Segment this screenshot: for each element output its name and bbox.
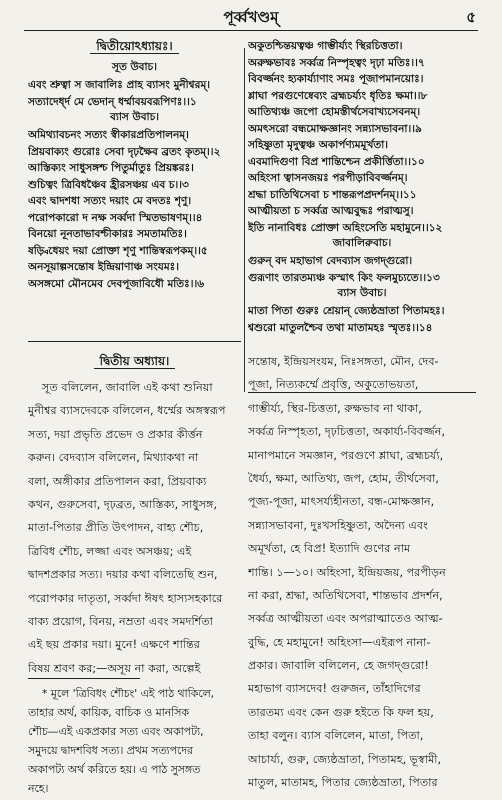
running-header xyxy=(0,4,502,30)
left-sanskrit-block xyxy=(28,38,241,292)
prose-line: পূজ্য-পূজা, মাৎসর্য্যহীনতা, বন্ধ-মোক্ষজ্ঞান, xyxy=(248,495,435,509)
verse-line: সত্যাদের্ধ্দ মে ভেদান্ ধর্ম্মাবয়বরূপিণঃ।।১ xyxy=(28,95,197,108)
verse-line: অরুক্ষভাবঃ সর্ব্বত্র নিস্পৃহত্বং দৃঢ়া মতিঃ।।৭ xyxy=(248,56,425,69)
running-title: পূর্ব্বখণ্ডম্ xyxy=(223,8,279,26)
prose-line: বুদ্ধি, হে মহামুনে! অহিংসা—এইরূপ নানা- xyxy=(248,635,431,649)
verse-line: বিবর্জ্জনং হ্যকার্য্যাণাং সমঃ পূজাপমানয়োঃ। xyxy=(248,73,424,85)
header-rule xyxy=(24,30,478,31)
prose-line: কথন, গুরুসেবা, দৃঢ়ব্রত, আস্তিক্য, সাধুসঙ্গ, xyxy=(28,497,218,511)
prose-line: সূত বলিলেন, জাবালি এই কথা শুনিয়া xyxy=(42,381,213,394)
footnote-rule xyxy=(28,678,140,679)
verse-line: গুরুন্ বদ মহাভাগ বেদব্যাস জগদ্গুরো। xyxy=(248,255,413,267)
verse-line: ষড়্বিধেয়ং দয়া প্রোক্তা শৃণু শান্তিস্বরূপকম্।।৫ xyxy=(28,244,208,257)
prose-line: আচার্য্য, গুরু, জ্যেষ্ঠভ্রাতা, পিতামহ, ভূস্বামী, xyxy=(248,752,442,766)
verse-line: অসঙ্গমো মৌনমেব দেবপূজাবিধৌ মতিঃ।।৬ xyxy=(28,277,205,290)
verse-line: পরোপকারো দ নক্ষ সর্ব্বদা স্মিতভাষণম্।।৪ xyxy=(28,211,203,224)
prose-line: সন্তোষ, ইন্দ্রিয়সংযম, নিঃসঙ্গতা, মৌন, দেব- xyxy=(248,355,439,368)
section-divider-left xyxy=(28,341,241,342)
verse-line: শ্রদ্ধা চাতিথিসেবা চ শান্তরূপপ্রদর্শনম্।।১১ xyxy=(248,188,417,201)
verse-line: অহিংসা ত্বাসনজয়ঃ পরপীড়াবিবর্জ্জনম্। xyxy=(248,172,408,184)
prose-line: মাতা-পিতার প্রীতি উৎপাদন, বাহ্য শৌচ, xyxy=(28,521,204,535)
prose-line: সর্ব্বত্র আত্মীয়তা এবং অপরাত্মাতেও আত্ম- xyxy=(248,612,443,626)
prose-line: ধৈর্য্য, ক্ষমা, আতিথ্য, জপ, হোম, তীর্থসেবা, xyxy=(248,471,439,485)
verse-line: শ্লাঘা পরগুণেষ্বেব্যং ব্রহ্মচর্য্যং ধৃতিঃ ক্ষমা।।৮ xyxy=(248,89,428,102)
prose-line: করুন। বেদব্যাস বলিলেন, মিথ্যাকথা না xyxy=(28,451,199,465)
verse-line: বিনয়ো নূনতাভাবশ্চীকারঃ সমতামতিঃ। xyxy=(28,228,187,240)
prose-line: মহাভাগ ব্যাসদেব! গুরুজন, তাঁহাদিগের xyxy=(248,682,421,696)
prose-line: পূজা, নিত্যকর্ম্মে প্রবৃত্তি, অকুতোভয়তা, xyxy=(248,378,419,392)
chapter-heading-sanskrit: দ্বিতীয়োঽধ্যায়ঃ। xyxy=(28,38,241,60)
prose-line: তারতম্য এবং কেন গুরু হইতে কি ফল হয়, xyxy=(248,705,434,719)
verse-line: এবমাদিগুণা বিপ্র শান্তিশ্চেন প্রকীর্ত্তিতা।।১০ xyxy=(248,155,425,168)
speaker-label: সূত উবাচ। xyxy=(112,61,157,73)
prose-line: বিষয় শ্রবণ কর;—অসূয় না করা, অল্পেই xyxy=(28,661,201,675)
prose-line: সর্ব্বত্র নিস্পৃহতা, দৃঢ়চিত্ততা, অকার্য্য-বিবর্জ্জন, xyxy=(248,425,445,439)
footnote-line: অকাপট্য অর্থ করিতে হয়। এ পাঠ সুসঙ্গত xyxy=(28,763,201,776)
speaker-label: ব্যাস উবাচ। xyxy=(337,287,387,299)
prose-line: সন্ন্যাসভাবনা, দুঃখসহিষ্ণুতা, অদৈন্য এবং xyxy=(248,518,428,532)
column-divider xyxy=(244,48,245,392)
verse-line: অকুতশ্চিন্তয়ত্বঞ্চ গাম্ভীর্য্যং স্থিরচিত্ততা। xyxy=(248,40,403,52)
prose-line: ত্রিবিধ শৌচ, লজ্জা এবং অসঞ্চয়; এই xyxy=(28,544,192,558)
prose-line: না করা, শ্রদ্ধা, অতিথিসেবা, শান্তভাব প্রদর্শন, xyxy=(248,588,443,602)
prose-line: পরোপকার দাতৃতা, সর্ব্বদা ঈষৎ হাস্যসহকারে xyxy=(28,591,223,605)
prose-line: এই ছয় প্রকার দয়া। মুনে! এক্ষণে শান্তির xyxy=(28,638,200,652)
prose-line: মানাপমানে সমজ্ঞান, পরগুণে শ্লাঘা, ব্রহ্মচর্য্য, xyxy=(248,448,444,462)
verse-line: সহিষ্ণুতা মৃদুত্বঞ্চ অকার্পণ্যমমূর্খতা। xyxy=(248,139,389,151)
prose-line: মাতুল, মাতামহ, পিতার জ্যেষ্ঠভ্রাতা, পিতার xyxy=(248,776,438,790)
footnote-line: সমুদয়ে দ্বাদশবিধ সত্য। প্রথম সত্যপদের xyxy=(28,744,193,757)
verse-line: আস্তিক্যং সাধুসঙ্গশ্চ পিতুর্মাতুঃ প্রিয়ঙ্করঃ। xyxy=(28,162,194,174)
prose-line: সত্য, দয়া প্রভৃতি প্রভেদ ও প্রকার কীর্ত্তন xyxy=(28,427,203,441)
verse-line: এবং দ্বাদশধা সত্যং দয়াং মে বদতঃ শৃণু। xyxy=(28,195,192,207)
speaker-label: জাবালিরুবাচ। xyxy=(332,237,392,249)
footnote-line: শৌচ—এই একপ্রকার সত্য এবং অকাপট্য, xyxy=(28,725,204,738)
verse-line: অমৎসরো বন্ধমোক্ষজ্ঞানং সন্ন্যাসভাবনা।।৯ xyxy=(248,122,422,135)
verse-line: ইতি নানাবিধঃ প্রোক্তা অহিংসেতি মহামুনে।।১২ xyxy=(248,221,443,234)
left-bengali-block xyxy=(28,346,241,680)
footnote-block xyxy=(28,684,241,798)
prose-line: প্রকার। জাবালি বলিলেন, হে জগদ্গুরো! xyxy=(248,659,429,673)
chapter-heading-bengali: দ্বিতীয় অধ্যায়। xyxy=(28,346,241,376)
prose-line: অমূর্খতা, হে বিপ্র! ইত্যাদি গুণের নাম xyxy=(248,542,411,556)
verse-line: অমিথ্যাবচনং সত্যং স্বীকারপ্রতিপালনম্। xyxy=(28,129,189,141)
verse-line: গুরূণাং তারতম্যঞ্চ কস্মাৎ কিং ফলমুচ্যতে।।১৩ xyxy=(248,271,440,284)
speaker-label: ব্যাস উবাচ। xyxy=(109,111,159,123)
prose-line: বাক্য প্রয়োগ, বিনয়, নম্রতা এবং সমদর্শিতা xyxy=(28,614,213,628)
prose-line: দ্বাদশপ্রকার সত্য। দয়ার কথা বলিতেছি শুন, xyxy=(28,568,218,582)
prose-line: বলা, অঙ্গীকার প্রতিপালন করা, প্রিয়বাক্য xyxy=(28,474,207,488)
page-number: ৫ xyxy=(466,8,476,26)
verse-line: অনসূয়াল্পসন্তোষ ইন্দ্রিয়াণাঞ্চ সংযমঃ। xyxy=(28,261,180,273)
prose-line: শান্তি। ১—১০। অহিংসা, ইন্দ্রিয়জয়, পরপীড়ন xyxy=(248,565,446,579)
verse-line: শ্বশুরো মাতুলশ্চৈব তথা মাতামহঃ স্মৃতঃ।।১৪ xyxy=(248,321,433,334)
footnote-line: তাহার অর্থ, কায়িক, বাচিক ও মানসিক xyxy=(28,706,189,719)
verse-line: শুচিত্বং ত্রিবিধঞ্চৈব হ্রীরসঞ্চয় এব চ।।৩ xyxy=(28,178,189,191)
prose-line: মুনীশ্বর ব্যাসদেবকে বলিলেন, ধর্ম্মের অঙ্গস্বরূপ xyxy=(28,404,226,418)
verse-line: মাতা পিতা গুরুঃ শ্রেয়ান্ জ্যেষ্ঠভ্রাতা পিতামহঃ। xyxy=(248,305,445,317)
verse-line: আতিথ্যঞ্চ জপো হোমস্তীর্থসেবাখ্যসেবনম্। xyxy=(248,106,421,118)
right-sanskrit-block xyxy=(248,38,476,336)
footnote-line: * মূলে 'ত্রিবিধং শৌচং' এই পাঠ থাকিলে, xyxy=(42,687,215,700)
verse-line: এবং শ্রুত্বা স জাবালিঃ প্রাহ ব্যাসং মুনীশ্বরম্। xyxy=(28,79,211,91)
prose-line: গাম্ভীর্য্য, স্থির-চিত্ততা, রুক্ষভাব না থাকা, xyxy=(248,401,422,415)
prose-line: তাহা বলুন। ব্যাস বলিলেন, মাতা, পিতা, xyxy=(248,729,424,743)
verse-line: প্রিয়বাক্যং গুরোঃ সেবা দৃঢ়ক্ষৈব ব্রতং কৃতম্।।২ xyxy=(28,145,221,158)
verse-line: আত্মীয়তা চ সর্ব্বত্র আত্মবুদ্ধঃ পরাত্মসু। xyxy=(248,205,414,217)
footnote-line: নহে। xyxy=(28,782,49,795)
right-bengali-block xyxy=(248,350,476,794)
